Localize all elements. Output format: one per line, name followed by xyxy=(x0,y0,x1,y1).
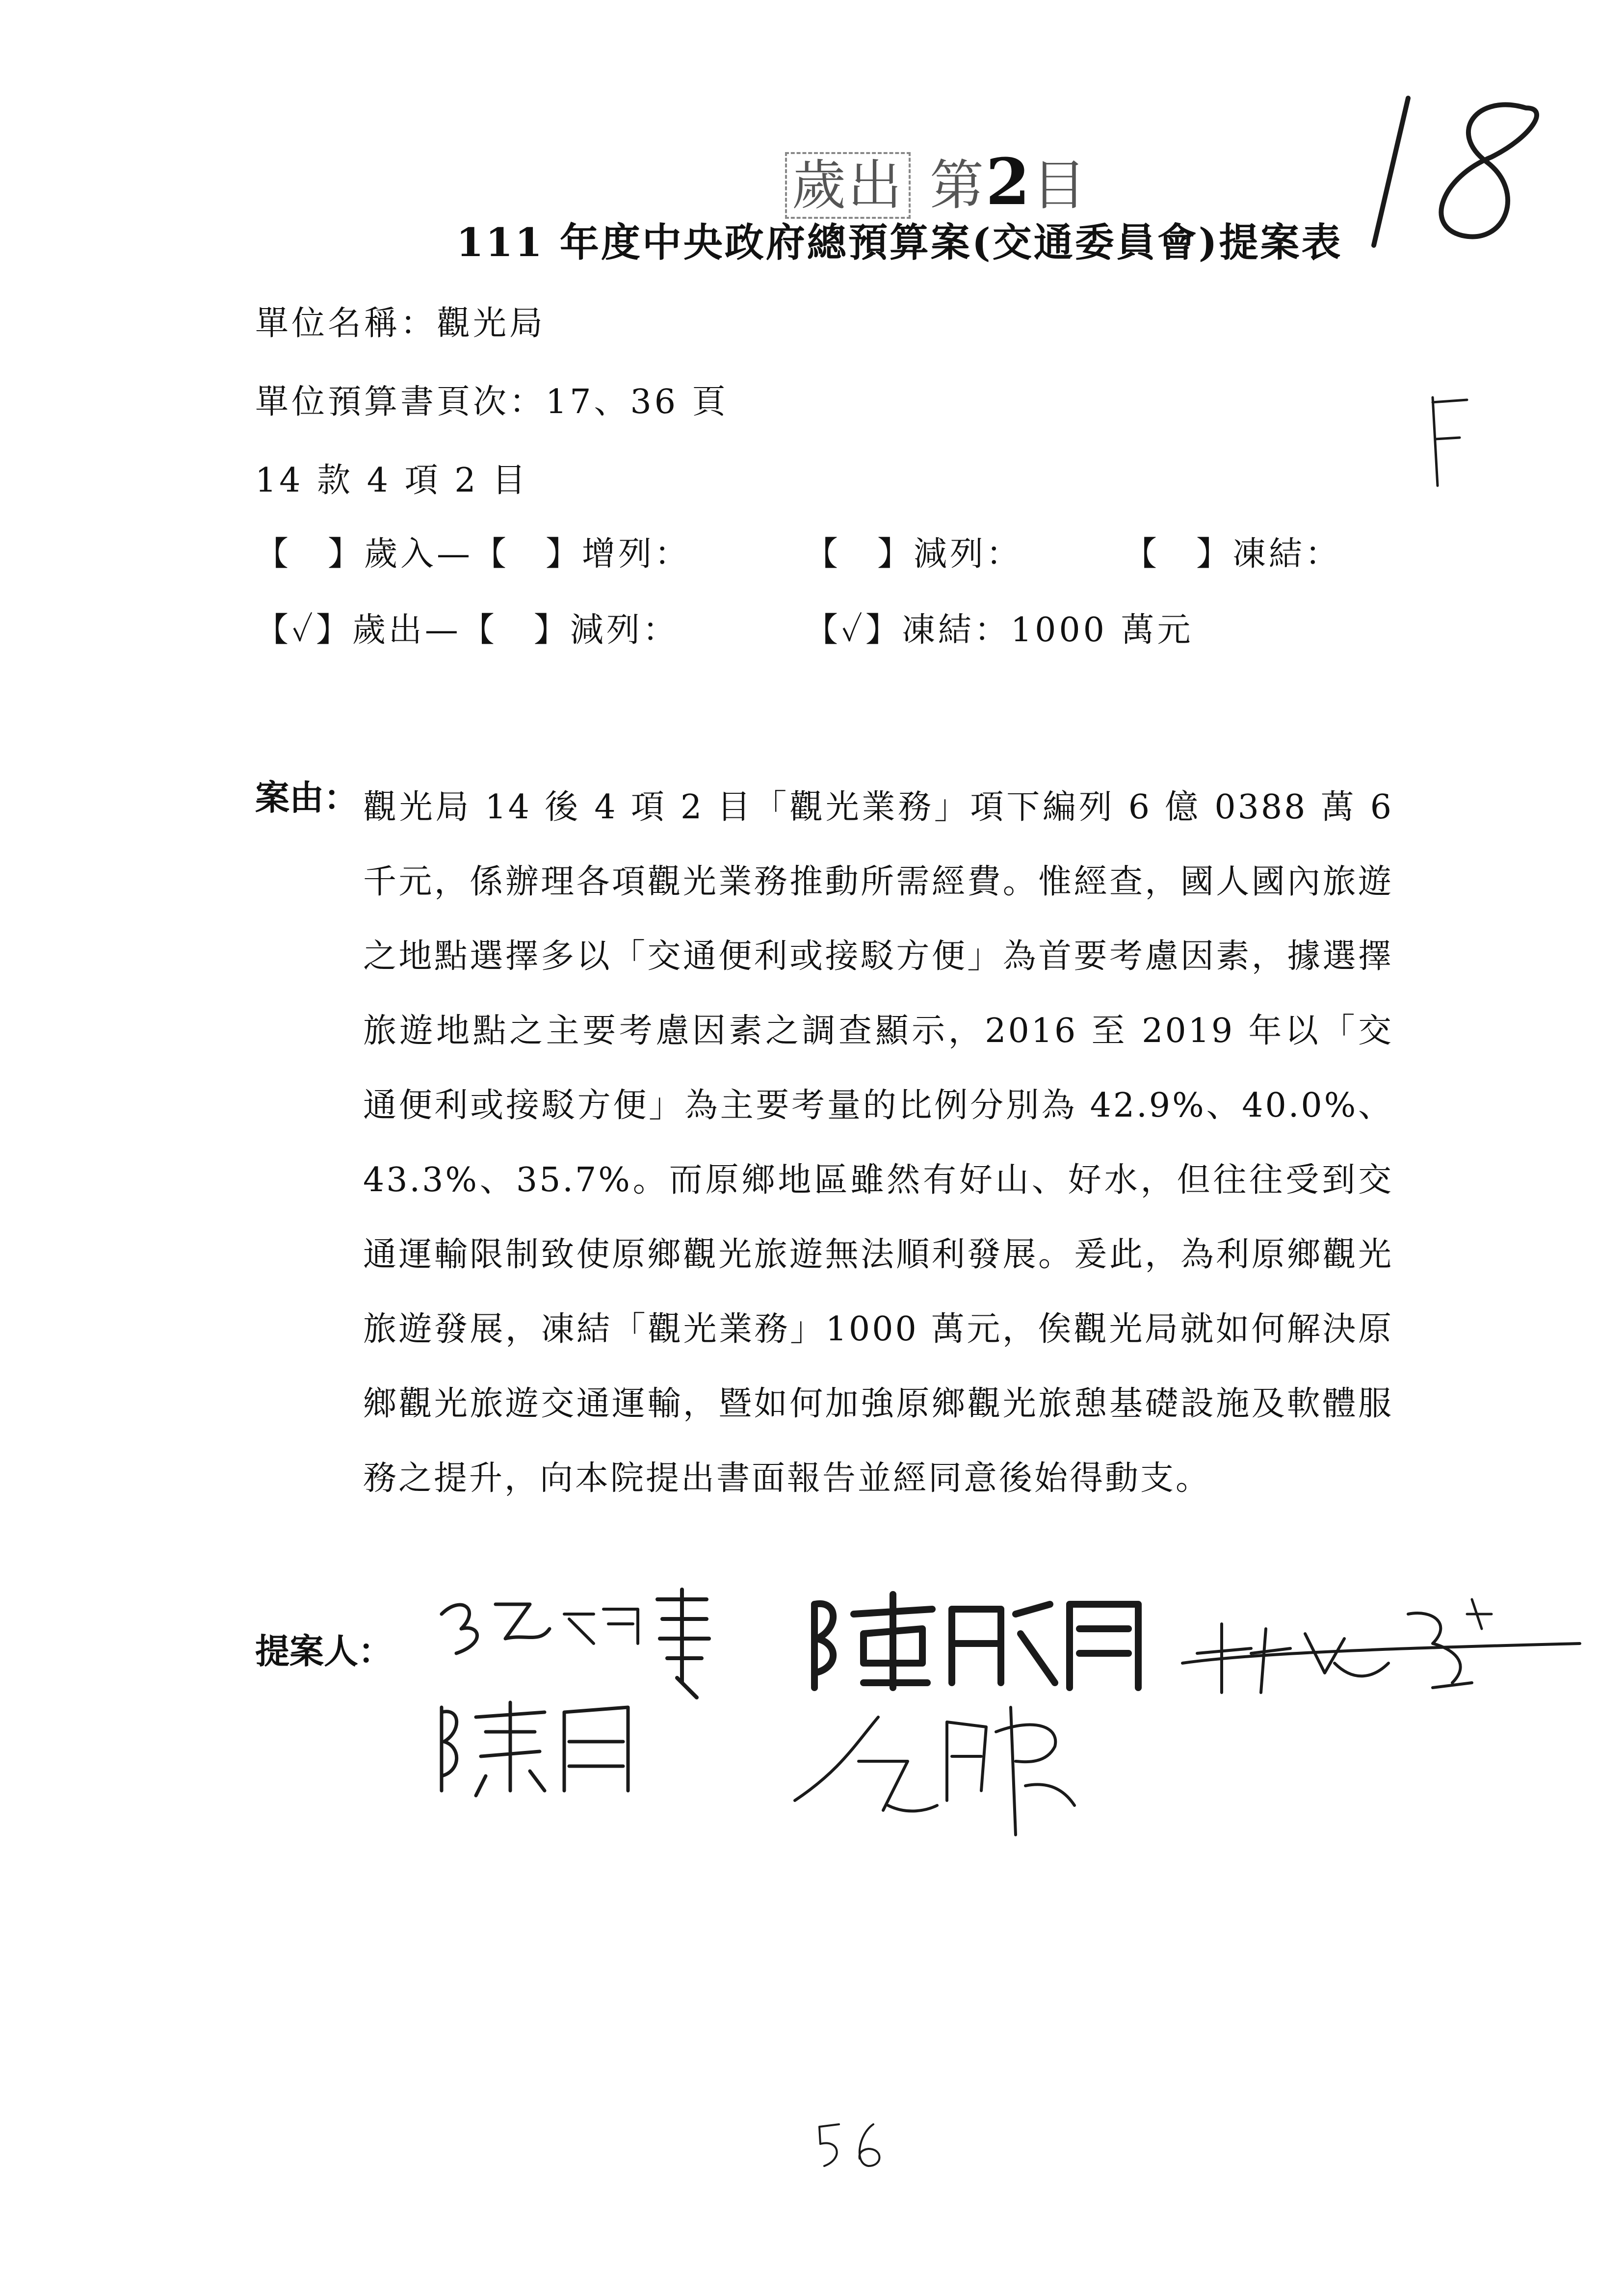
expense-decrease-option: 【✓】歲出—【 】減列： xyxy=(255,611,679,650)
stamp-number: 2 xyxy=(985,144,1032,219)
reason-label: 案由： xyxy=(255,777,358,818)
signature-3 xyxy=(780,1688,1124,1845)
revenue-increase-option: 【 】歲入—【 】增列： xyxy=(255,535,691,574)
item-reference: 14 款 4 項 2 目 xyxy=(255,461,529,500)
handwritten-number-18 xyxy=(1364,88,1590,255)
budget-pages: 單位預算書頁次：17、36 頁 xyxy=(255,383,729,421)
budget-category-stamp xyxy=(785,142,1088,220)
signature-4 xyxy=(1178,1594,1599,1722)
signature-chen-su-yue xyxy=(432,1693,657,1800)
reason-text: 觀光局 14 後 4 項 2 目「觀光業務」項下編列 6 億 0388 萬 6 千元，係辦理各項觀光業務推動所需經費。惟經查，國人國內旅遊之地點選擇多以「交通便利或接駁方便」為首要考慮因素，據選擇旅遊地點之主要考慮因素之調查顯示，2016 至 2019 年以「交通便利或接駁方便」為主要考量的比例分別為 42.9%、40.0%、43.3%、35.7%。而原鄉地區雖然有好山、好水，但往往受到交通運輸限制致使原鄉觀光旅遊無法順利發展。爰此，為利原鄉觀光旅遊發展，凍結「觀光業務」1000 萬元，俟觀光局就如何解決原鄉觀光旅遊交通運輸，暨如何加強原鄉觀光旅憩基礎設施及軟體服務之提升，向本院提出書面報告並經同意後始得動支。 xyxy=(363,788,1393,1498)
proposer-label: 提案人： xyxy=(255,1631,393,1671)
page-number-56 xyxy=(814,2119,893,2173)
page-title: 111 年度中央政府總預算案(交通委員會)提案表 xyxy=(456,219,1343,265)
handwritten-mark-f xyxy=(1418,392,1477,491)
expense-freeze-option: 【✓】凍結：1000 萬元 xyxy=(805,611,1194,650)
stamp-prefix: 歲出 xyxy=(785,152,911,219)
signature-1 xyxy=(432,1585,775,1702)
stamp-middle: 第 xyxy=(929,154,986,217)
unit-name: 單位名稱：觀光局 xyxy=(255,304,546,343)
revenue-decrease-option: 【 】減列： xyxy=(805,535,1023,574)
revenue-freeze-option: 【 】凍結： xyxy=(1124,535,1342,574)
signature-chen-ou-po xyxy=(805,1585,1148,1693)
stamp-suffix: 目 xyxy=(1032,154,1088,217)
